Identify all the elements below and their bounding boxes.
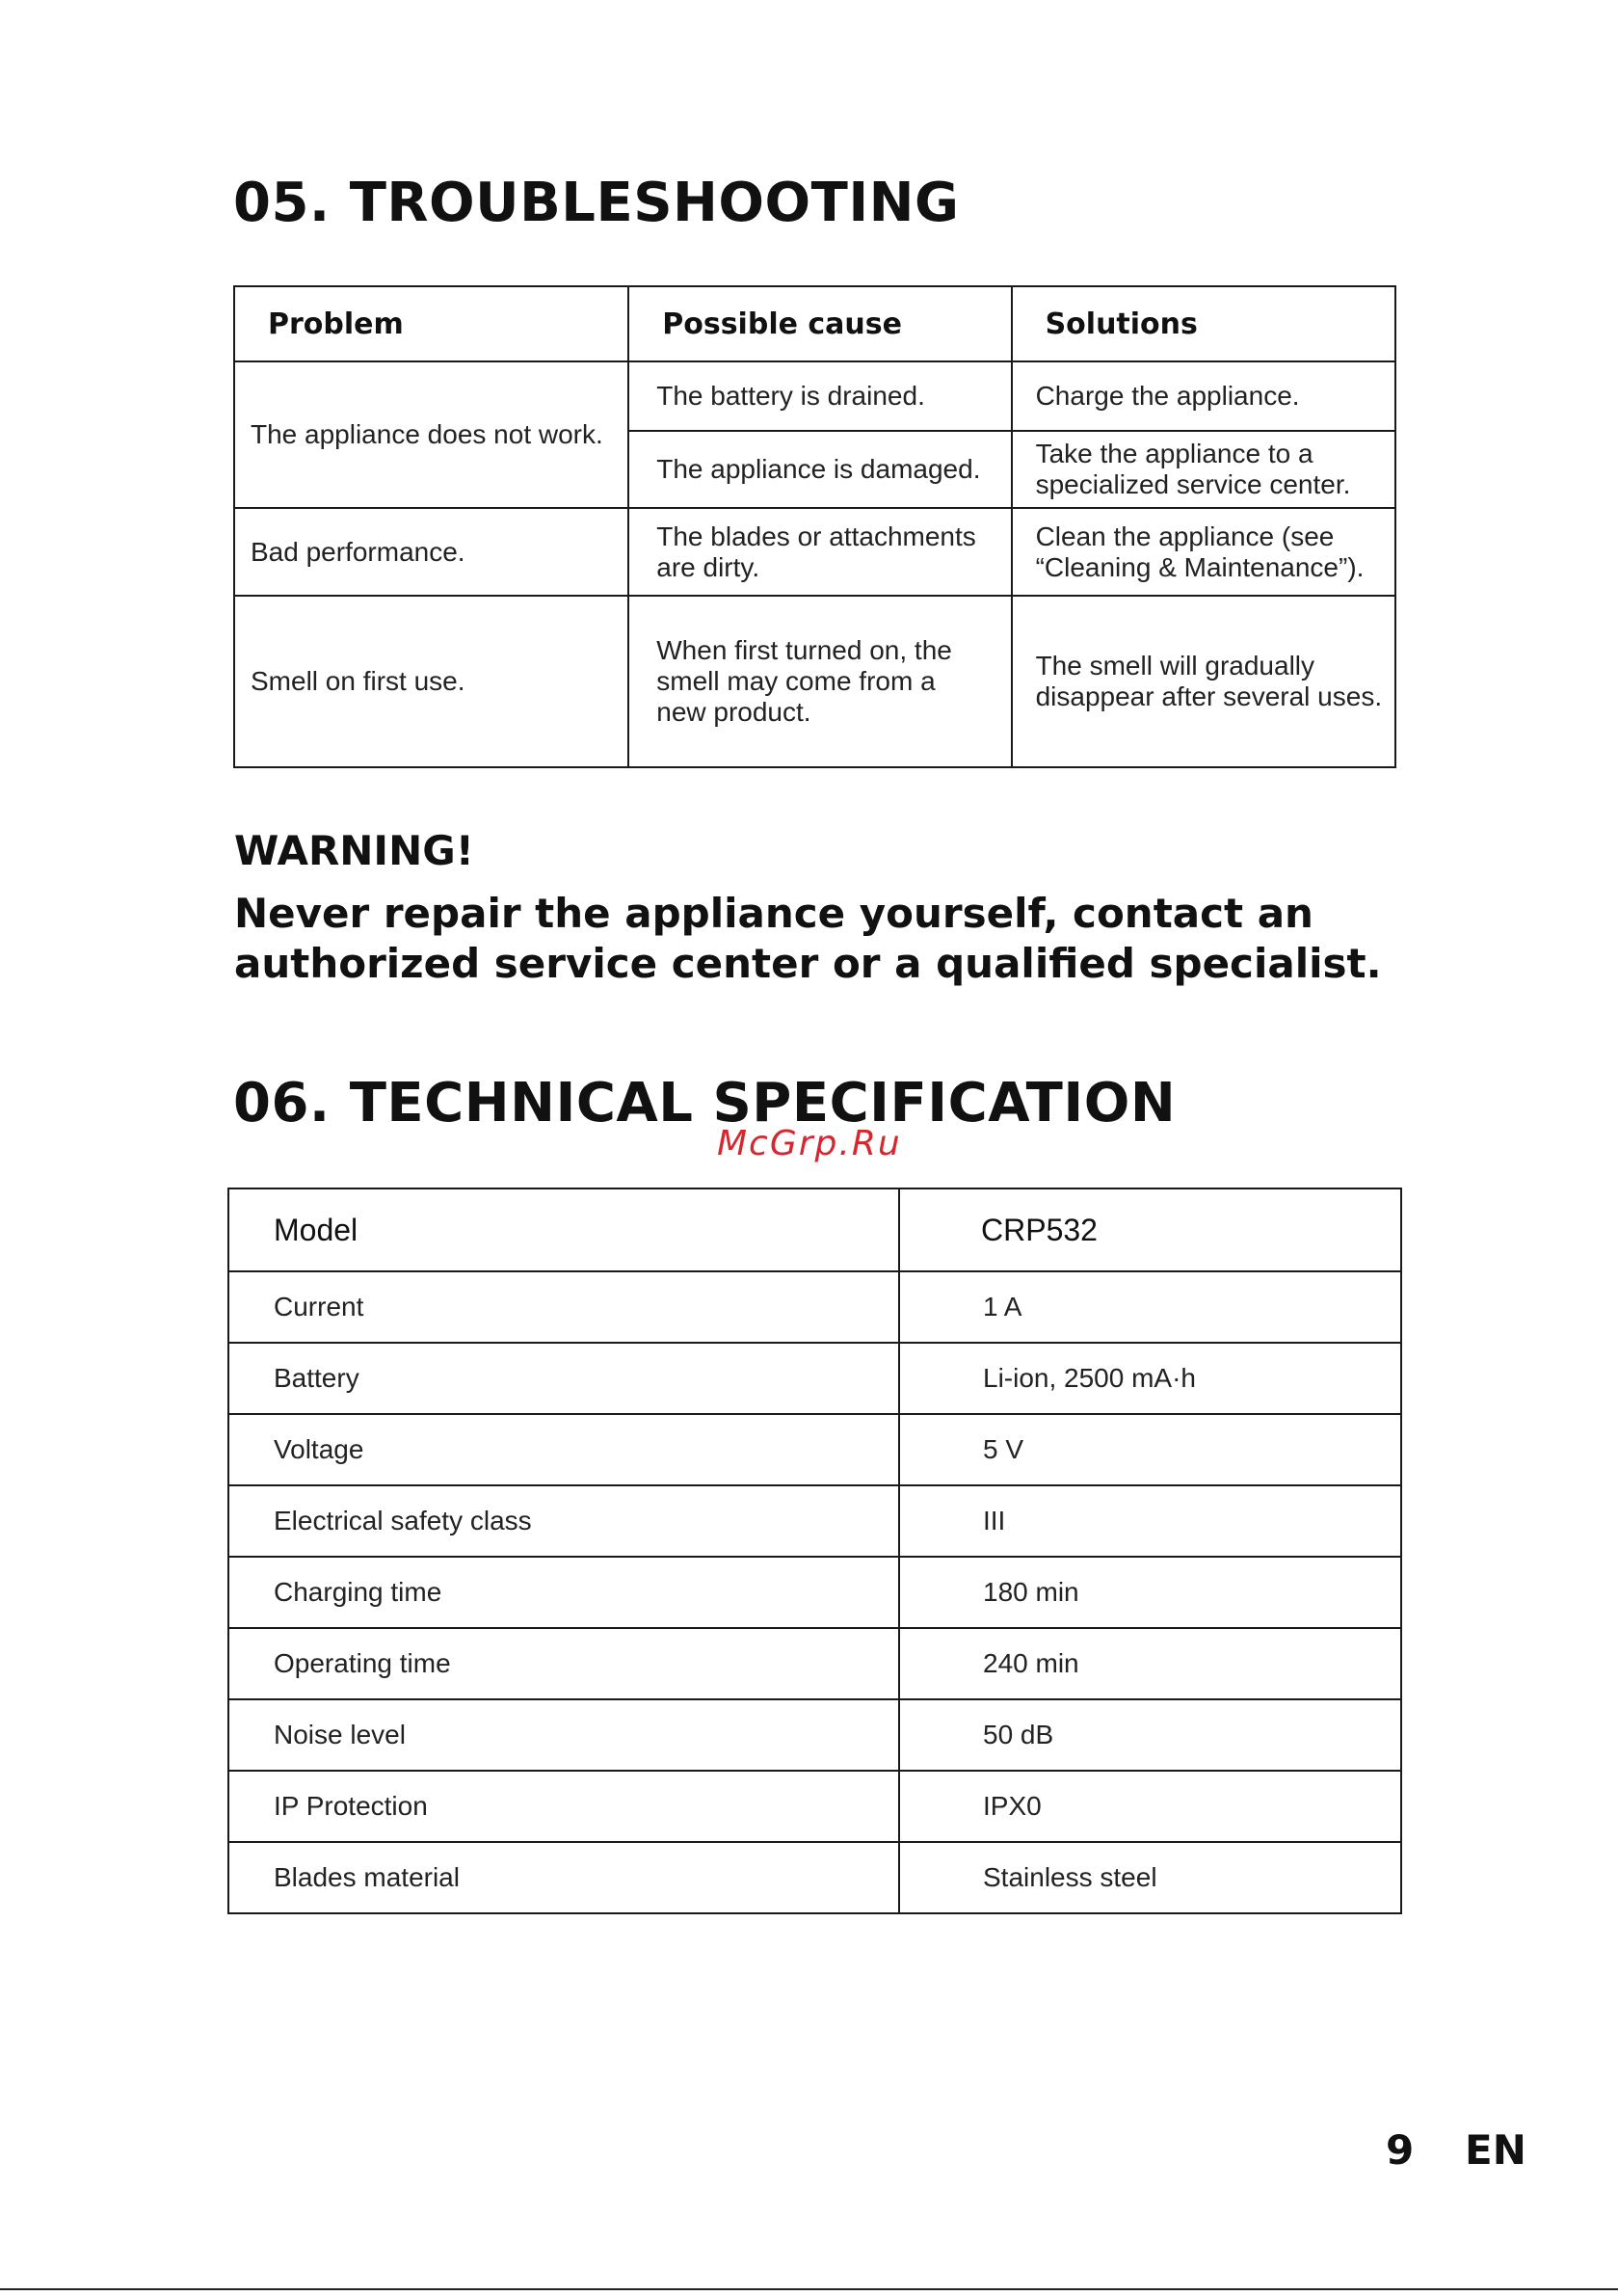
spec-label: Battery: [228, 1343, 899, 1414]
spec-label: Voltage: [228, 1414, 899, 1485]
spec-model-value: CRP532: [899, 1188, 1401, 1271]
spec-value: Stainless steel: [899, 1842, 1401, 1913]
page-number: 9: [1386, 2126, 1415, 2174]
solution-cell: Take the appliance to a specialized service center.: [1012, 431, 1395, 508]
table-row: [228, 1842, 1401, 1913]
table-header-row: [234, 286, 1395, 361]
spec-value: III: [899, 1485, 1401, 1557]
specification-heading: 06. TECHNICAL SPECIFICATION: [233, 1072, 1177, 1135]
column-header-solutions: Solutions: [1012, 286, 1395, 361]
troubleshooting-heading: 05. TROUBLESHOOTING: [233, 172, 960, 234]
table-row: [234, 508, 1395, 596]
table-row: [228, 1699, 1401, 1771]
spec-value: IPX0: [899, 1771, 1401, 1842]
spec-label: Blades material: [228, 1842, 899, 1913]
table-row: [234, 361, 1395, 431]
cause-cell: The blades or attachments are dirty.: [628, 508, 1011, 596]
table-row: [228, 1771, 1401, 1842]
watermark: McGrp.Ru: [717, 1124, 902, 1163]
problem-cell: Smell on first use.: [234, 596, 628, 767]
spec-label: Charging time: [228, 1557, 899, 1628]
table-row: [228, 1628, 1401, 1699]
spec-model-label: Model: [228, 1188, 899, 1271]
problem-cell: The appliance does not work.: [234, 361, 628, 508]
spec-label: Operating time: [228, 1628, 899, 1699]
spec-value: 1 A: [899, 1271, 1401, 1343]
cause-cell: The battery is drained.: [628, 361, 1011, 431]
solution-cell: The smell will gradually disappear after several uses.: [1012, 596, 1395, 767]
cause-cell: The appliance is damaged.: [628, 431, 1011, 508]
bottom-divider: [0, 2288, 1618, 2290]
spec-value: Li-ion, 2500 mA·h: [899, 1343, 1401, 1414]
spec-label: IP Protection: [228, 1771, 899, 1842]
column-header-problem: Problem: [234, 286, 628, 361]
spec-value: 240 min: [899, 1628, 1401, 1699]
table-row: [228, 1485, 1401, 1557]
solution-cell: Clean the appliance (see “Cleaning & Maintenance”).: [1012, 508, 1395, 596]
spec-label: Noise level: [228, 1699, 899, 1771]
specification-table: [227, 1188, 1402, 1914]
spec-label: Electrical safety class: [228, 1485, 899, 1557]
spec-header-row: [228, 1188, 1401, 1271]
table-row: [228, 1414, 1401, 1485]
table-row: [228, 1343, 1401, 1414]
language-code: EN: [1465, 2126, 1526, 2174]
problem-cell: Bad performance.: [234, 508, 628, 596]
troubleshooting-table: [233, 285, 1396, 768]
cause-cell: When first turned on, the smell may come from a new product.: [628, 596, 1011, 767]
spec-label: Current: [228, 1271, 899, 1343]
column-header-cause: Possible cause: [628, 286, 1011, 361]
warning-text: Never repair the appliance yourself, contact an authorized service center or a qualified specialist.: [234, 890, 1382, 987]
table-row: [234, 596, 1395, 767]
spec-value: 180 min: [899, 1557, 1401, 1628]
table-row: [228, 1557, 1401, 1628]
spec-value: 5 V: [899, 1414, 1401, 1485]
solution-cell: Charge the appliance.: [1012, 361, 1395, 431]
table-row: [228, 1271, 1401, 1343]
warning-title: WARNING!: [234, 827, 474, 874]
spec-value: 50 dB: [899, 1699, 1401, 1771]
